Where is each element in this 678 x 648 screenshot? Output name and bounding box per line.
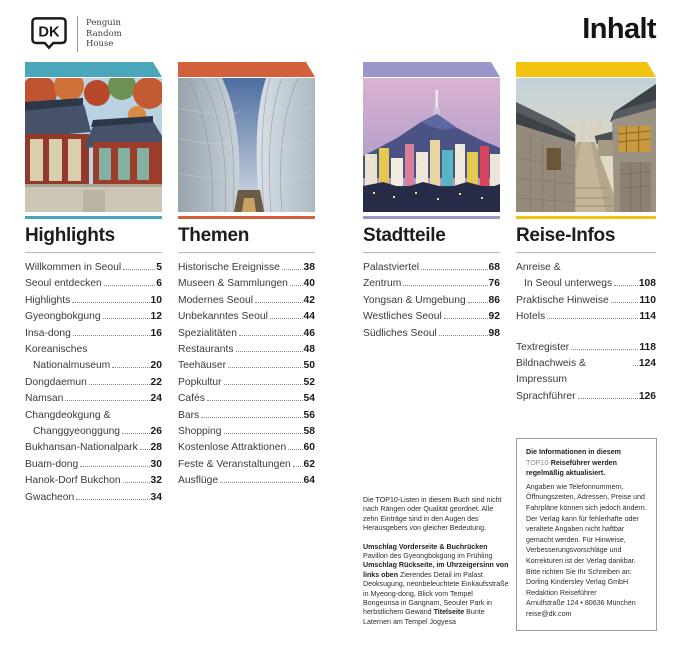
dotted-leader: [72, 302, 149, 303]
toc-entry-label: Kostenlose Attraktionen: [178, 442, 287, 454]
heading-divider: [25, 252, 162, 253]
toc-entry: [178, 391, 315, 407]
credit-label: Umschlag Rückseite, im Uhrzeigersinn von links oben: [363, 561, 509, 579]
section-themen: [178, 62, 315, 490]
toc-entry-label: Palastviertel: [363, 262, 420, 273]
dotted-leader: [224, 384, 303, 385]
publisher-address: [526, 577, 647, 619]
column-heading: Reise-Infos: [516, 225, 616, 246]
dotted-leader: [80, 466, 149, 467]
toc-entry-label: Gyeongbokgung: [25, 311, 101, 323]
dotted-leader: [614, 285, 638, 286]
dotted-leader: [73, 335, 150, 336]
toc-entry: [516, 260, 656, 293]
dotted-leader: [403, 285, 487, 286]
toc-entry-label: Insa-dong: [25, 327, 71, 339]
accent-rule: [178, 216, 315, 219]
credit-label: Titelseite: [433, 608, 467, 617]
page-title: Inhalt: [582, 13, 656, 45]
colophon-notes: [363, 496, 509, 627]
toc-entry: [178, 309, 315, 325]
toc-entry-label: Changgyeonggung: [33, 426, 121, 438]
address-line: reise@dk.com: [526, 609, 572, 618]
dotted-leader: [65, 400, 149, 401]
accent-rule: [25, 216, 162, 219]
dotted-leader: [282, 269, 303, 270]
toc-entry-label: Teehäuser: [178, 360, 227, 372]
toc-page-number: 12: [150, 311, 162, 323]
dotted-leader: [112, 367, 149, 368]
toc-entry: [178, 440, 315, 456]
toc-entry: [25, 293, 162, 309]
toc-page-number: 126: [638, 390, 656, 402]
toc-entry-label: Textregister: [516, 341, 570, 353]
toc-entry-label: Sprachführer: [516, 390, 576, 402]
toc-page-number: 24: [150, 393, 162, 405]
toc-entry: [25, 391, 162, 407]
toc-page-number: 56: [303, 409, 315, 421]
dotted-leader: [633, 365, 638, 366]
toc-page-number: 52: [303, 376, 315, 388]
accent-rule: [516, 216, 656, 219]
credit-text: Bunte Laternen am Tempel Jogyesa: [363, 608, 485, 626]
toc-page-number: 54: [303, 393, 315, 405]
toc-entry-label: Spezialitäten: [178, 327, 237, 339]
toc-entry-label: In Seoul unterwegs: [524, 278, 613, 290]
dotted-leader: [270, 318, 303, 319]
toc-page-number: 68: [488, 262, 500, 273]
dotted-leader: [468, 302, 488, 303]
toc-entry-label: Changdeokgung &: [25, 409, 111, 421]
dotted-leader: [293, 466, 303, 467]
toc-page-number: 34: [150, 491, 162, 503]
credit-text: Pavillon des Gyeongbokgung im Frühling: [363, 552, 493, 561]
toc-entry: [25, 440, 162, 456]
toc-page-number: 62: [303, 458, 315, 470]
toc-page-number: 86: [488, 294, 500, 306]
toc-page-number: 22: [150, 376, 162, 388]
toc-page-number: 50: [303, 360, 315, 372]
toc-entry-label: Yongsan & Umgebung: [363, 294, 466, 306]
photo-bukchon-hanok-street: [516, 78, 656, 212]
toc-entry-label: Historische Ereignisse: [178, 262, 280, 273]
address-line: Redaktion Reiseführer: [526, 588, 597, 597]
accent-bar: [363, 62, 500, 77]
toc-entry-label: Feste & Veranstaltungen: [178, 458, 291, 470]
toc-page-number: 30: [150, 458, 162, 470]
toc-entry: [25, 457, 162, 473]
penguin-random-house-imprint: Penguin Random House: [77, 16, 122, 52]
toc-page-number: 108: [638, 278, 656, 290]
toc-page-number: 28: [150, 442, 162, 454]
toc-entry-label: Popkultur: [178, 376, 222, 388]
photo-dongdaemun-design-plaza: [178, 78, 315, 212]
credit-label: Umschlag Vorderseite & Buchrücken: [363, 542, 488, 551]
toc-page-number: 92: [488, 311, 500, 323]
toc-page-number: 6: [156, 278, 162, 290]
address-line: Arnulfstraße 124 • 80636 München: [526, 599, 636, 608]
toc-page-number: 42: [303, 294, 315, 306]
dotted-leader: [547, 318, 638, 319]
dotted-leader: [444, 318, 488, 319]
toc-entry: [178, 260, 315, 276]
publisher-box-intro: Die Informationen in diesem TOP10-Reiseführer werden regelmäßig aktualisiert.: [526, 448, 621, 478]
toc-entry-label: Shopping: [178, 426, 222, 438]
column-heading: Themen: [178, 225, 250, 246]
toc-page-number: 10: [150, 294, 162, 306]
toc-entry-label: Namsan: [25, 393, 64, 405]
photo-gyeongbokgung-palace-autumn: [25, 78, 162, 212]
dotted-leader: [89, 384, 150, 385]
dotted-leader: [290, 285, 303, 286]
toc-page-number: 44: [303, 311, 315, 323]
dotted-leader: [611, 302, 639, 303]
toc-page-number: 26: [150, 426, 162, 438]
dotted-leader: [571, 349, 638, 350]
toc-entry: [25, 309, 162, 325]
dotted-leader: [421, 269, 487, 270]
toc-entry: [178, 358, 315, 374]
toc-page-number: 5: [156, 262, 162, 273]
toc-list-themen: [178, 260, 315, 490]
column-heading: Highlights: [25, 225, 115, 246]
toc-entry: [363, 293, 500, 309]
section-reise-infos: [516, 62, 656, 405]
dotted-leader: [123, 482, 150, 483]
toc-entry: [178, 457, 315, 473]
toc-entry-label: Anreise &: [516, 262, 561, 273]
toc-list-reise-infos: [516, 260, 656, 405]
toc-entry: [363, 276, 500, 292]
publisher-box-body: Angaben wie Telefonnummern, Öffnungszeiten, Adressen, Preise und Fahrpläne können sich jedoch ändern. Der Verlag kann für fehlerhafte oder veraltete Angaben nicht haftbar gemacht werden. Für Hinweise, Verbesserungsvorschläge und Korrekturen ist der Verlag dankbar. Bitte richten Sie Ihr Schreiben an:: [526, 482, 647, 576]
dotted-leader: [288, 449, 302, 450]
dotted-leader: [123, 269, 155, 270]
toc-page-number: 16: [150, 327, 162, 339]
section-stadtteile: [363, 62, 500, 342]
accent-bar: [516, 62, 656, 77]
toc-page-number: 60: [303, 442, 315, 454]
toc-entry-label: Hotels: [516, 311, 546, 323]
toc-entry-label: Cafés: [178, 393, 205, 405]
dotted-leader: [103, 318, 150, 319]
toc-page-number: 58: [303, 426, 315, 438]
toc-entry-label: Bildnachweis & Impressum: [516, 358, 586, 386]
toc-entry-label: Modernes Seoul: [178, 294, 253, 306]
accent-bar: [178, 62, 315, 77]
toc-entry-label: Praktische Hinweise: [516, 294, 609, 306]
toc-page-number: 114: [639, 311, 656, 323]
toc-entry-label: Bars: [178, 409, 200, 421]
toc-entry: [25, 326, 162, 342]
toc-entry-label: Ausflüge: [178, 475, 219, 487]
address-line: Dorling Kindersley Verlag GmbH: [526, 578, 629, 587]
toc-entry: [25, 375, 162, 391]
toc-entry: [178, 326, 315, 342]
dotted-leader: [104, 285, 156, 286]
toc-entry-label: Highlights: [25, 294, 71, 306]
toc-entry-label: Koreanisches: [25, 344, 88, 356]
top10-note: Die TOP10-Listen in diesem Buch sind nicht nach Rängen oder Qualität geordnet. Alle zehn Einträge sind in den Augen des Herausgebers von gleicher Bedeutung.: [363, 496, 502, 533]
dotted-leader: [140, 449, 150, 450]
toc-entry-label: Bukhansan-Nationalpark: [25, 442, 138, 454]
toc-entry: [178, 375, 315, 391]
toc-entry: [516, 356, 656, 389]
toc-page-number: 110: [639, 294, 656, 306]
heading-divider: [363, 252, 500, 253]
toc-entry: [516, 293, 656, 309]
dotted-leader: [578, 398, 638, 399]
toc-entry-label: Museen & Sammlungen: [178, 278, 288, 290]
toc-entry: [25, 342, 162, 375]
toc-page-number: 46: [303, 327, 315, 339]
cover-credits: [363, 543, 509, 628]
toc-page-number: 32: [150, 475, 162, 487]
toc-entry: [516, 309, 656, 325]
toc-entry: [25, 490, 162, 506]
photo-seoul-skyline-namsan-tower: [363, 78, 500, 212]
toc-entry: [178, 408, 315, 424]
toc-page-number: 40: [303, 278, 315, 290]
toc-entry: [25, 260, 162, 276]
dotted-leader: [255, 302, 303, 303]
toc-entry: [25, 276, 162, 292]
toc-entry-label: Zentrum: [363, 278, 402, 290]
toc-entry-label: Hanok-Dorf Bukchon: [25, 475, 121, 487]
toc-entry-label: Buam-dong: [25, 458, 79, 470]
toc-entry-label: Dongdaemun: [25, 376, 87, 388]
toc-entry: [178, 276, 315, 292]
dotted-leader: [239, 335, 303, 336]
dotted-leader: [207, 400, 303, 401]
accent-bar: [25, 62, 162, 77]
toc-entry: [25, 408, 162, 441]
column-heading: Stadtteile: [363, 225, 446, 246]
dotted-leader: [224, 433, 303, 434]
dotted-leader: [122, 433, 150, 434]
heading-divider: [178, 252, 315, 253]
toc-page-number: 118: [639, 341, 656, 353]
toc-entry: [363, 260, 500, 276]
toc-entry-label: Gwacheon: [25, 491, 75, 503]
credit-text: Zierendes Detail im Palast Deoksugung, neonbeleuchtete Einkaufsstraße in Myeong-dong, Blick vom Tempel Bongeunsa in Gangnam, Seouler Park in herbstlichem Gewand: [363, 570, 509, 617]
dotted-leader: [201, 417, 302, 418]
toc-list-stadtteile: [363, 260, 500, 342]
toc-entry-label: Seoul entdecken: [25, 278, 102, 290]
dotted-leader: [220, 482, 302, 483]
toc-page-number: 98: [488, 327, 500, 339]
toc-page-number: 48: [303, 344, 315, 356]
dotted-leader: [228, 367, 302, 368]
toc-entry: [363, 326, 500, 342]
dotted-leader: [439, 335, 488, 336]
toc-entry-label: Willkommen in Seoul: [25, 262, 122, 273]
toc-entry-label: Südliches Seoul: [363, 327, 437, 339]
section-highlights: [25, 62, 162, 506]
toc-entry: [178, 424, 315, 440]
toc-page-number: 76: [488, 278, 500, 290]
toc-page-number: 64: [303, 475, 315, 487]
toc-page-number: 124: [638, 358, 656, 370]
toc-entry: [363, 309, 500, 325]
heading-divider: [516, 252, 656, 253]
toc-entry: [516, 389, 656, 405]
accent-rule: [363, 216, 500, 219]
toc-page-number: 38: [303, 262, 315, 273]
toc-list-highlights: [25, 260, 162, 506]
toc-entry-label: Westliches Seoul: [363, 311, 442, 323]
dotted-leader: [76, 499, 149, 500]
toc-entry-label: Nationalmuseum: [33, 360, 111, 372]
dotted-leader: [236, 351, 303, 352]
toc-entry: [178, 293, 315, 309]
svg-text:DK: DK: [38, 24, 60, 41]
publisher-info-box: [516, 438, 657, 631]
toc-entry-label: Restaurants: [178, 344, 234, 356]
toc-entry-label: Unbekanntes Seoul: [178, 311, 268, 323]
toc-page-number: 20: [150, 360, 162, 372]
publisher-brandmark: [30, 16, 122, 52]
dk-logo-icon: [30, 16, 68, 51]
toc-entry: [178, 473, 315, 489]
toc-entry: [25, 473, 162, 489]
top10-brand-text: TOP10-: [526, 458, 551, 467]
toc-entry: [178, 342, 315, 358]
toc-entry: [516, 340, 656, 356]
